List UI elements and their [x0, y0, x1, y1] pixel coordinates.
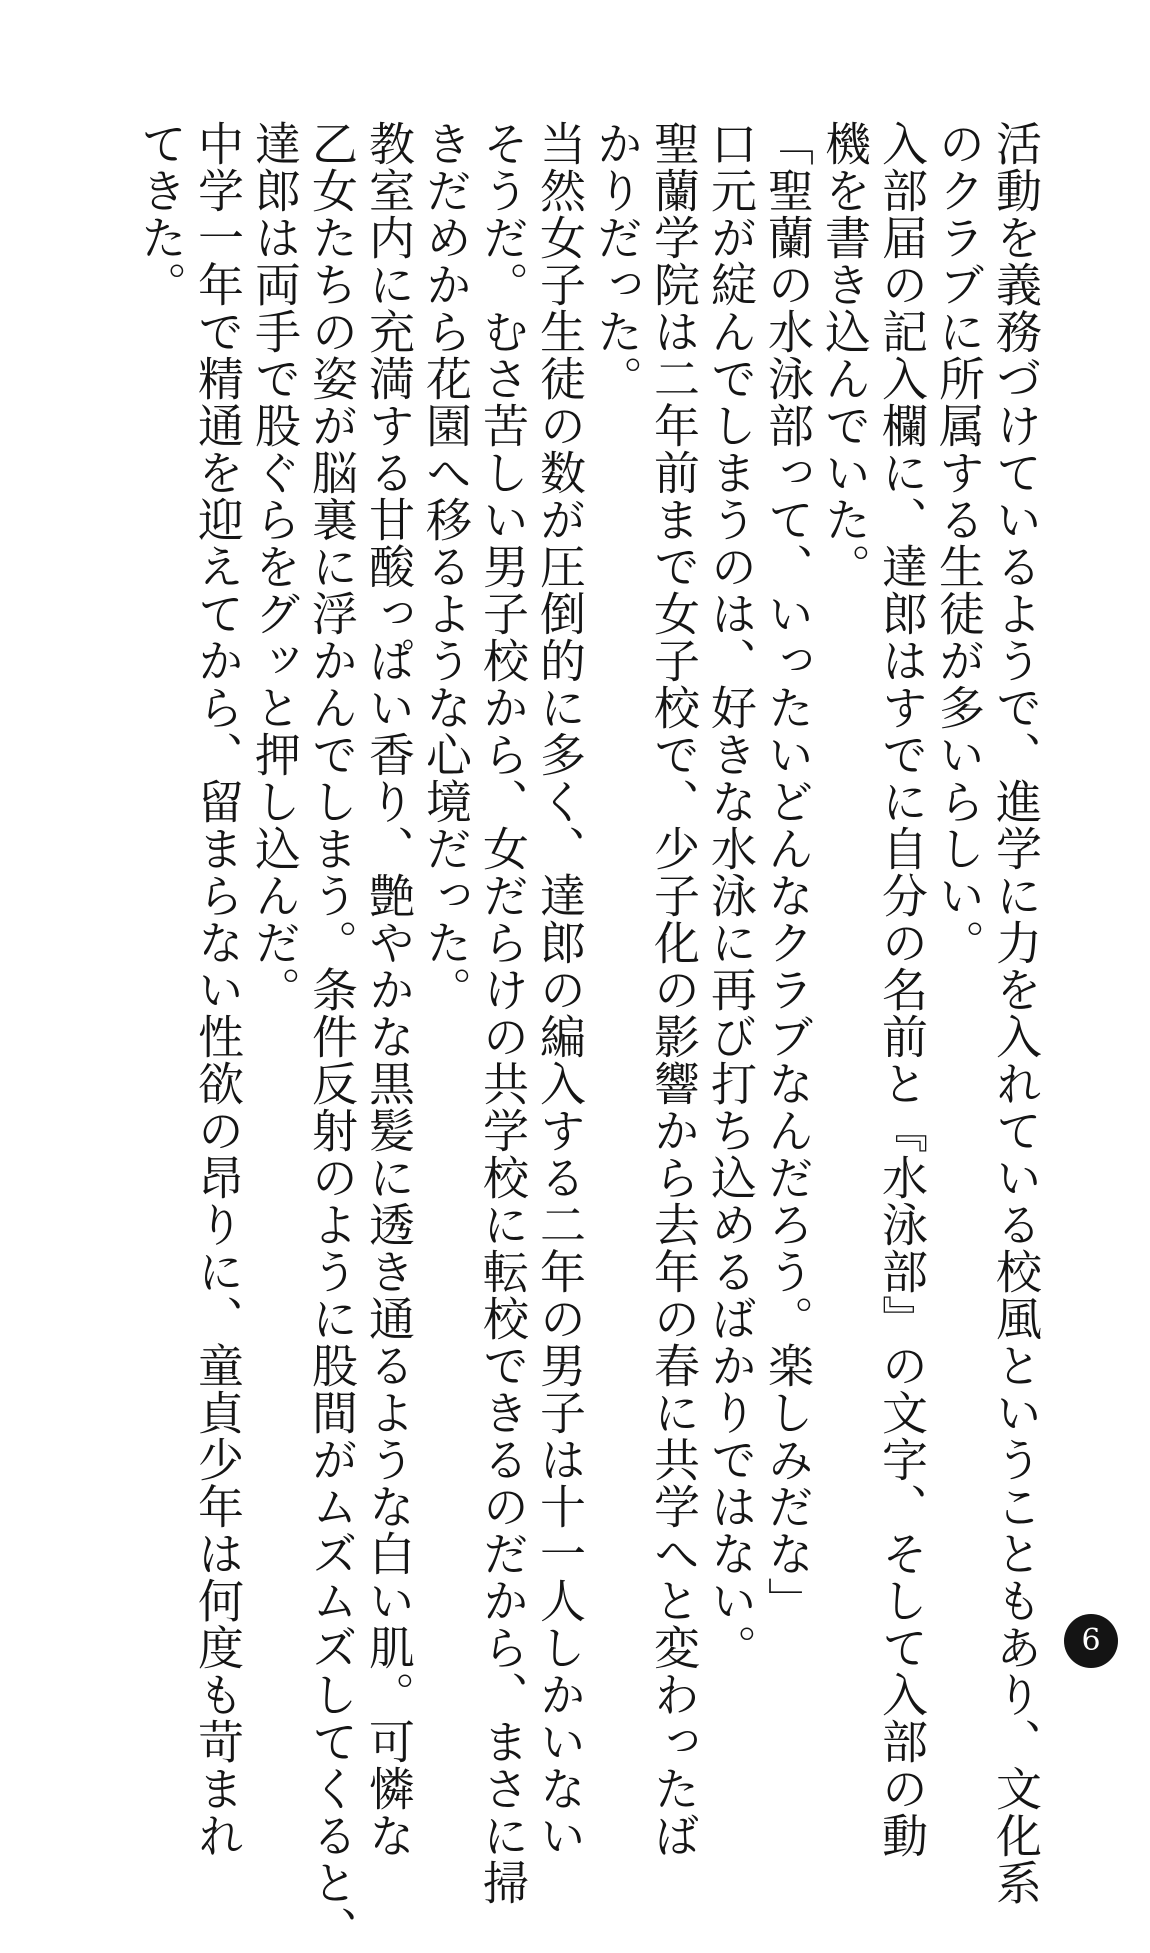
text-line-16: てきた。: [134, 120, 188, 308]
text-line-2: のクラブに所属する生徒が多いらしい。: [932, 120, 986, 966]
text-line-12: 教室内に充満する甘酸っぱい香り、艶やかな黒髪に透き通るような白い肌。可憐な: [362, 120, 416, 1859]
text-line-14: 達郎は両手で股ぐらをグッと押し込んだ。: [248, 120, 302, 1013]
text-line-6: 口元が綻んでしまうのは、好きな水泳に再び打ち込めるばかりではない。: [704, 120, 758, 1671]
text-line-4: 機を書き込んでいた。: [818, 120, 872, 590]
text-line-9: 当然女子生徒の数が圧倒的に多く、達郎の編入する二年の男子は十一人しかいない: [533, 120, 587, 1859]
text-line-10: そうだ。むさ苦しい男子校から、女だらけの共学校に転校できるのだから、まさに掃: [476, 120, 530, 1906]
text-line-3: 入部届の記入欄に、達郎はすでに自分の名前と『水泳部』の文字、そして入部の動: [875, 120, 929, 1859]
text-line-8: かりだった。: [590, 120, 644, 402]
text-line-1: 活動を義務づけているようで、進学に力を入れている校風ということもあり、文化系: [989, 120, 1043, 1906]
text-line-7: 聖蘭学院は二年前まで女子校で、少子化の影響から去年の春に共学へと変わったば: [647, 120, 701, 1859]
text-line-11: きだめから花園へ移るような心境だった。: [419, 120, 473, 1013]
text-line-5: 「聖蘭の水泳部って、いったいどんなクラブなんだろう。楽しみだな」: [761, 120, 815, 1624]
page-number-badge: 6: [1064, 1614, 1118, 1668]
text-line-13: 乙女たちの姿が脳裏に浮かんでしまう。条件反射のように股間がムズムズしてくると、: [305, 120, 359, 1953]
text-line-15: 中学一年で精通を迎えてから、留まらない性欲の昂りに、童貞少年は何度も苛まれ: [191, 120, 245, 1859]
body-text: [132, 120, 1044, 1953]
